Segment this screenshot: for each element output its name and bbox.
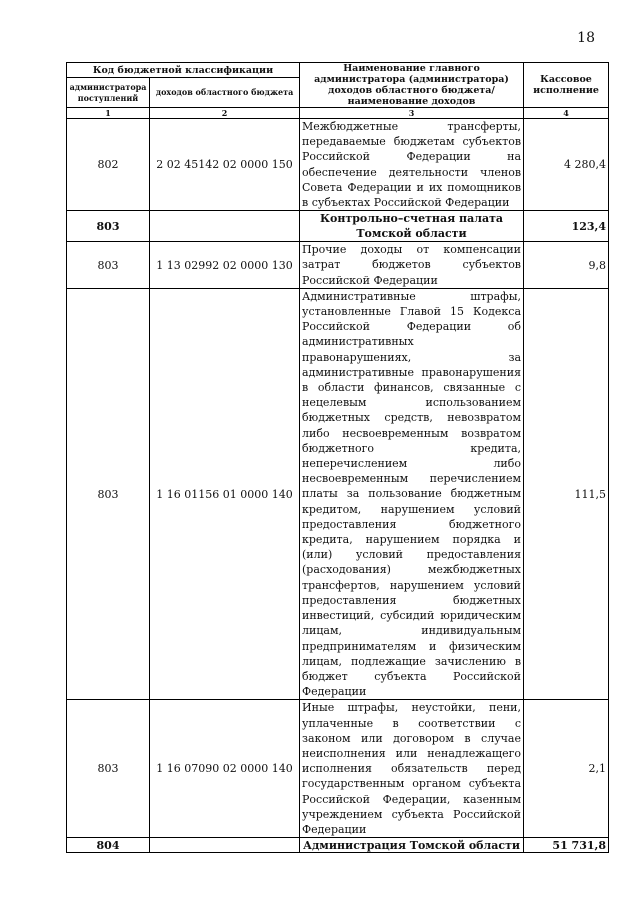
header-income: доходов областного бюджета — [150, 78, 300, 108]
column-number: 2 — [150, 108, 300, 119]
header-name: Наименование главного администратора (администратора) доходов областного бюджета/ наименование доходов — [300, 63, 524, 108]
budget-income-table — [66, 62, 609, 853]
amount: 111,5 — [524, 288, 609, 699]
income-name: Административные штрафы, установленные Главой 15 Кодекса Российской Федерации об административных правонарушениях, за административные правонарушения в области финансов, связанные с нецелевым использованием бюджетных средств, невозвратом либо несвоевременным возвратом бюджетного кредита, неперечислением либо несвоевременным перечислением платы за пользование бюджетным кредитом, нарушением условий предоставления бюджетного кредита, нарушением порядка и (или) условий предоставления (расходования) межбюджетных трансфертов, нарушением условий предоставления бюджетных инвестиций, субсидий юридическим лицам, индивидуальным предпринимателям и физическим лицам, подлежащие зачислению в бюджет субъекта Российской Федерации — [300, 288, 524, 699]
table-row — [67, 700, 609, 838]
amount: 2,1 — [524, 700, 609, 838]
income-code — [150, 838, 300, 853]
admin-code: 803 — [67, 288, 150, 699]
column-number: 1 — [67, 108, 150, 119]
header-code-group: Код бюджетной классификации — [67, 63, 300, 78]
amount: 4 280,4 — [524, 119, 609, 211]
admin-code: 803 — [67, 211, 150, 242]
column-number: 4 — [524, 108, 609, 119]
income-name: Прочие доходы от компенсации затрат бюджетов субъектов Российской Федерации — [300, 242, 524, 289]
amount: 123,4 — [524, 211, 609, 242]
admin-code: 803 — [67, 700, 150, 838]
admin-code: 803 — [67, 242, 150, 289]
income-code: 2 02 45142 02 0000 150 — [150, 119, 300, 211]
table-row — [67, 119, 609, 211]
admin-code: 804 — [67, 838, 150, 853]
income-name: Межбюджетные трансферты, передаваемые бюджетам субъектов Российской Федерации на обеспечение деятельности членов Совета Федерации и их помощников в субъектах Российской Федерации — [300, 119, 524, 211]
amount: 51 731,8 — [524, 838, 609, 853]
page-number: 18 — [577, 30, 595, 46]
income-code: 1 13 02992 02 0000 130 — [150, 242, 300, 289]
table-row — [67, 211, 609, 242]
income-code — [150, 211, 300, 242]
amount: 9,8 — [524, 242, 609, 289]
administrator-name: Администрация Томской области — [300, 838, 524, 853]
column-number: 3 — [300, 108, 524, 119]
table-row — [67, 242, 609, 289]
table-row — [67, 838, 609, 853]
admin-code: 802 — [67, 119, 150, 211]
income-name: Иные штрафы, неустойки, пени, уплаченные в соответствии с законом или договором в случае неисполнения или ненадлежащего исполнения обязательств перед государственным органом субъекта Российской Федерации, казенным учреждением субъекта Российской Федерации — [300, 700, 524, 838]
table-row — [67, 288, 609, 699]
header-admin: администратора поступлений — [67, 78, 150, 108]
income-code: 1 16 07090 02 0000 140 — [150, 700, 300, 838]
income-code: 1 16 01156 01 0000 140 — [150, 288, 300, 699]
administrator-name: Контрольно–счетная палата Томской области — [300, 211, 524, 242]
header-amount: Кассовое исполнение — [524, 63, 609, 108]
